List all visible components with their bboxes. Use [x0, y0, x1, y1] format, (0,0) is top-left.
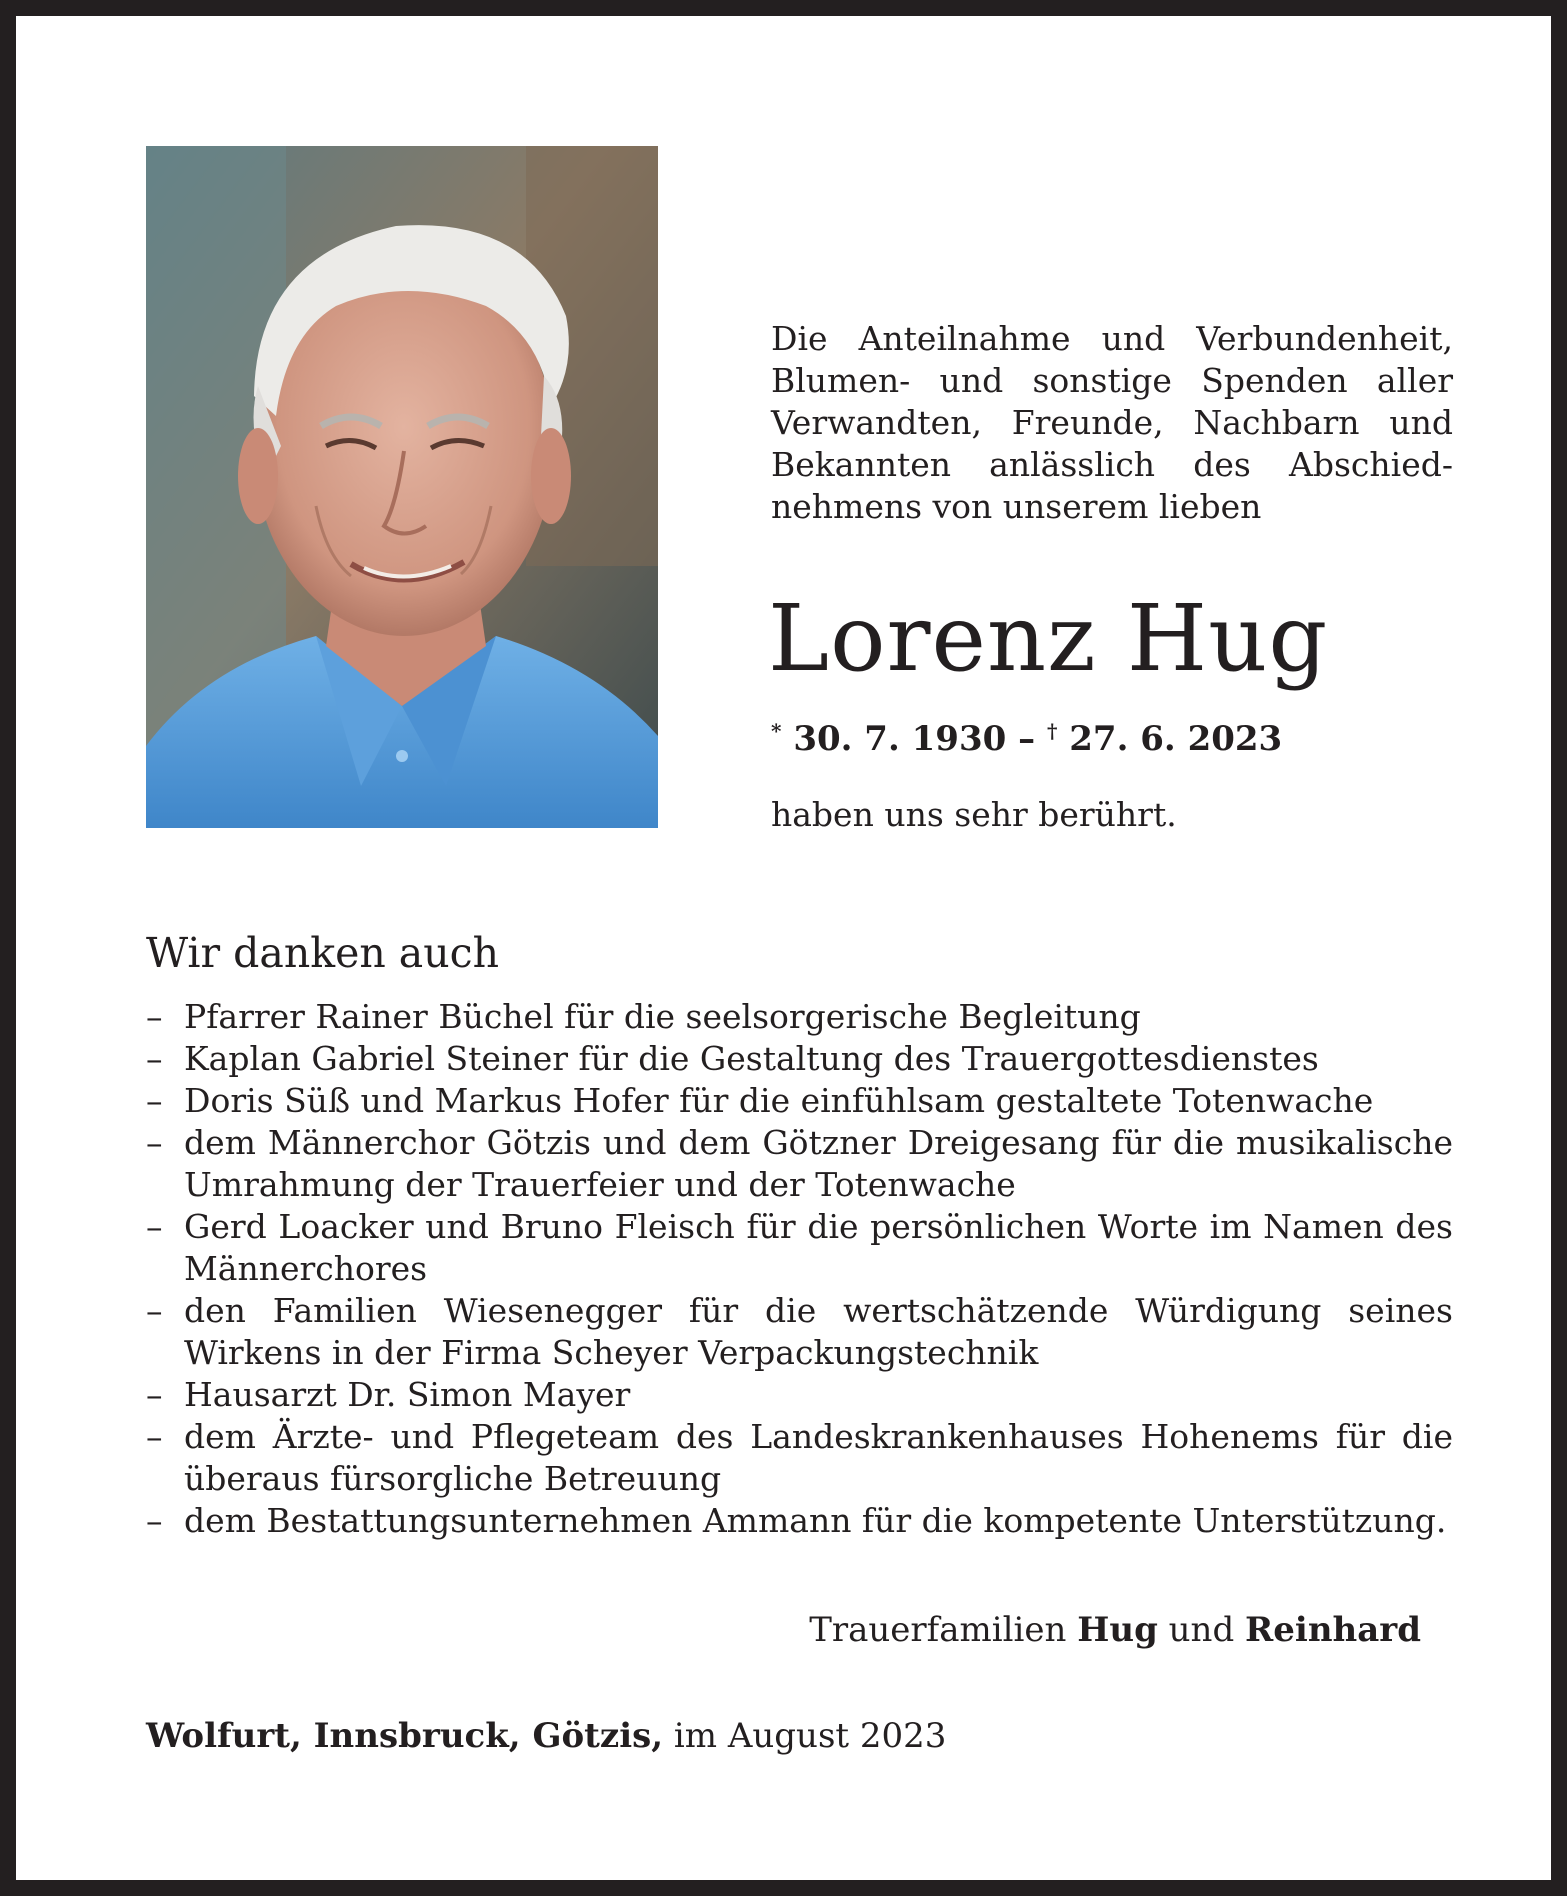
- family-name-hug: Hug: [1077, 1610, 1158, 1650]
- family-name-reinhard: Reinhard: [1245, 1610, 1421, 1650]
- dash-bullet: –: [146, 997, 163, 1036]
- intro-text: [771, 318, 1453, 528]
- place-date: im August 2023: [673, 1716, 947, 1756]
- death-date: 27. 6. 2023: [1069, 719, 1283, 759]
- thanks-item: [146, 1374, 1453, 1416]
- thanks-item-text: Doris Süß und Markus Hofer für die einfühlsam gestaltete Totenwache: [184, 1081, 1374, 1120]
- portrait-illustration: [146, 146, 658, 828]
- thanks-item-text: Hausarzt Dr. Simon Mayer: [184, 1375, 631, 1414]
- dash-bullet: –: [146, 1081, 163, 1120]
- dash-bullet: –: [146, 1375, 163, 1414]
- thanks-item: [146, 1080, 1453, 1122]
- signature-conjunction: und: [1168, 1610, 1235, 1650]
- intro-line: nehmens von unserem lieben: [771, 487, 1262, 526]
- date-separator: –: [1018, 719, 1036, 759]
- dash-bullet: –: [146, 1291, 163, 1330]
- intro-line: Die Anteilnahme und Verbundenheit,: [771, 319, 1453, 358]
- birth-symbol: *: [771, 719, 782, 743]
- thanks-item-text: den Familien Wiesenegger für die wertschätzende Würdigung seines Wirkens in der Firma Scheyer Verpackungstechnik: [184, 1291, 1453, 1372]
- thanks-item-text: Kaplan Gabriel Steiner für die Gestaltung des Trauergottesdienstes: [184, 1039, 1319, 1078]
- thanks-item: [146, 1500, 1453, 1542]
- life-dates: [771, 709, 1282, 761]
- place-and-date: [146, 1714, 946, 1758]
- thanks-item: [146, 1206, 1453, 1290]
- thanks-item-text: Pfarrer Rainer Büchel für die seelsorgerische Begleitung: [184, 997, 1141, 1036]
- thanks-item-text: Gerd Loacker und Bruno Fleisch für die persönlichen Worte im Namen des Männerchores: [184, 1207, 1453, 1288]
- deceased-name: Lorenz Hug: [768, 585, 1329, 692]
- thanks-item: [146, 1290, 1453, 1374]
- moved-text: haben uns sehr berührt.: [771, 795, 1177, 834]
- thanks-item: [146, 996, 1453, 1038]
- intro-line: Bekannten anlässlich des Abschied-: [771, 445, 1453, 484]
- dash-bullet: –: [146, 1207, 163, 1246]
- birth-date: 30. 7. 1930: [793, 719, 1007, 759]
- thanks-item-text: dem Bestattungsunternehmen Ammann für die kompetente Unterstützung.: [184, 1501, 1447, 1540]
- dash-bullet: –: [146, 1123, 163, 1162]
- thanks-item-text: dem Männerchor Götzis und dem Götzner Dreigesang für die musikalische Umrahmung der Trauerfeier und der Totenwache: [184, 1123, 1453, 1204]
- intro-line: Verwandten, Freunde, Nachbarn und: [771, 403, 1453, 442]
- thanks-item-text: dem Ärzte- und Pflegeteam des Landeskrankenhauses Hohenems für die überaus fürsorgliche Betreuung: [184, 1417, 1453, 1498]
- dash-bullet: –: [146, 1417, 163, 1456]
- signature-prefix: Trauerfamilien: [809, 1610, 1067, 1650]
- dash-bullet: –: [146, 1039, 163, 1078]
- place-locations: Wolfurt, Innsbruck, Götzis,: [146, 1716, 664, 1756]
- signature: [809, 1608, 1421, 1652]
- thanks-item: [146, 1416, 1453, 1500]
- death-symbol: †: [1046, 719, 1058, 743]
- intro-line: Blumen- und sonstige Spenden aller: [771, 361, 1453, 400]
- thanks-item: [146, 1038, 1453, 1080]
- thanks-item: [146, 1122, 1453, 1206]
- thanks-list: [146, 996, 1453, 1542]
- dash-bullet: –: [146, 1501, 163, 1540]
- portrait-photo: [146, 146, 658, 828]
- thanks-heading: Wir danken auch: [146, 929, 500, 977]
